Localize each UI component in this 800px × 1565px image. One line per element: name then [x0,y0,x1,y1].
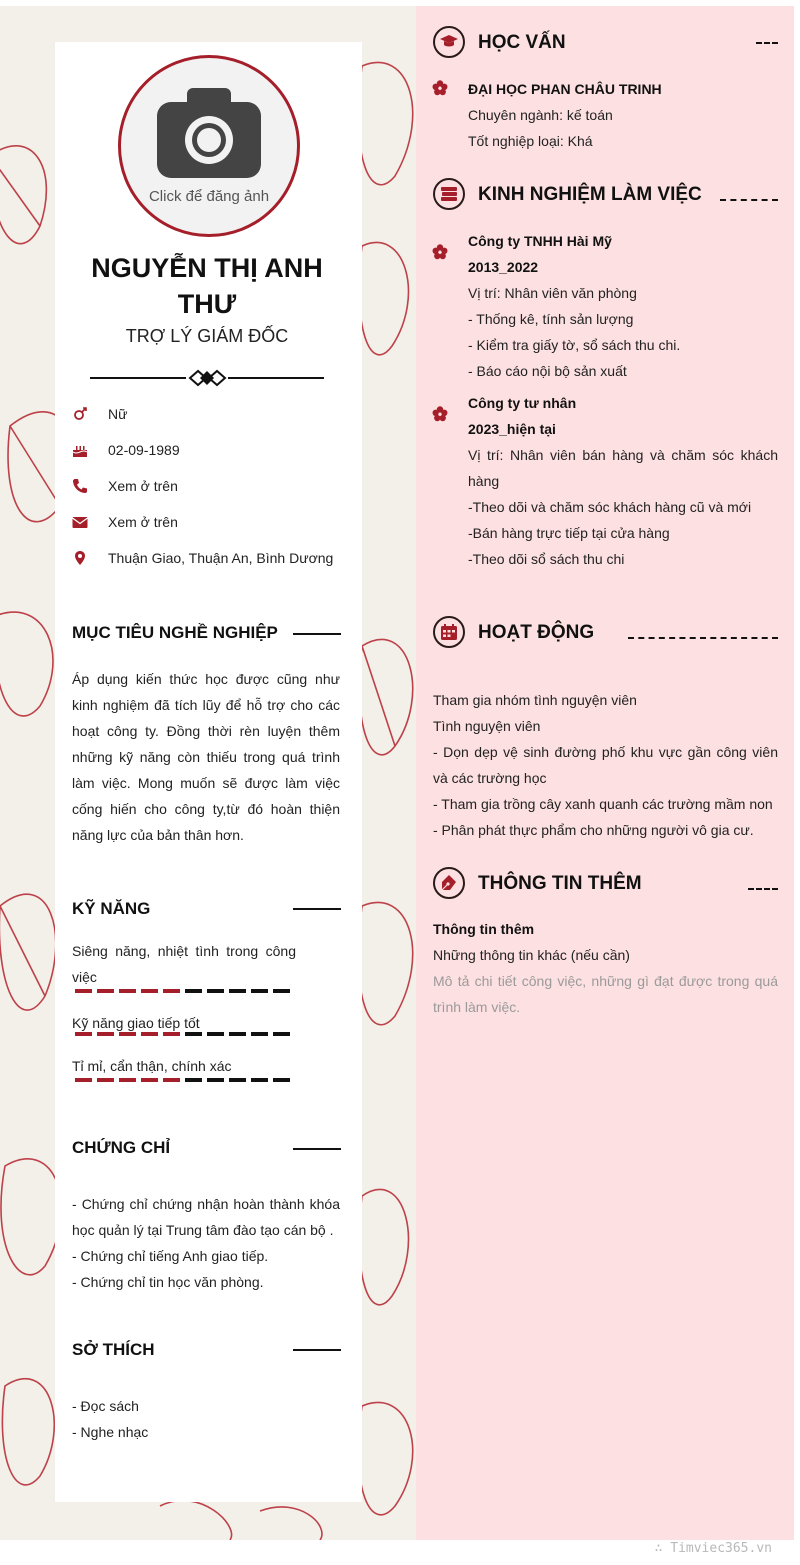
flower-bullet-icon [432,244,448,260]
education-entry [468,76,778,154]
envelope-icon [72,514,88,530]
skill-bar-segment [207,1032,224,1036]
objective-title-rule [293,633,341,635]
skill-bar-segment [97,1032,114,1036]
skill-bar-segment [119,989,136,993]
info-birthday-value: 02-09-1989 [108,442,180,458]
skill-bar-segment [185,1032,202,1036]
skill-bar-segment [251,1078,268,1082]
skill-bar-segment [97,989,114,993]
skill-bar-segment [251,989,268,993]
job-line: Vị trí: Nhân viên bán hàng và chăm sóc khách hàng [468,447,778,489]
job-line: Vị trí: Nhân viên văn phòng [468,285,637,301]
calendar-icon [440,623,458,641]
skill-bar-segment [273,1032,290,1036]
job-line: -Theo dõi sổ sách thu chi [468,551,625,567]
candidate-name: NGUYỄN THỊ ANH THƯ [91,253,323,319]
experience-title: KINH NGHIỆM LÀM VIỆC [478,184,702,205]
hobby-line: - Nghe nhạc [72,1424,149,1440]
skill-name-2: Kỹ năng giao tiếp tốt [72,1015,200,1031]
skill-name-3: Tỉ mỉ, cẩn thận, chính xác [72,1058,232,1074]
skill-bar-segment [229,989,246,993]
activity-line: - Phân phát thực phẩm cho những người vô gia cư. [433,822,754,838]
skill-bar-segment [185,1078,202,1082]
skill-bar-segment [119,1032,136,1036]
skill-bar-segment [75,989,92,993]
candidate-role: TRỢ LÝ GIÁM ĐỐC [125,326,289,346]
skill-bar-segment [251,1032,268,1036]
objective-text: Áp dụng kiến thức học được cũng như kinh nghiệm đã tích lũy để hỗ trợ cho các hoạt công ty. Đồng thời rèn luyện thêm những kỹ năng còn thiếu trong quá trình làm việc. Mong muốn sẽ được làm việc cống hiến cho công ty,từ đó hoàn thiện năng lực của bản thân hơn. [72,671,340,843]
camera-icon [157,88,261,178]
flower-bullet-icon [432,80,448,96]
certificate-line: - Chứng chỉ tin học văn phòng. [72,1274,264,1290]
certificates-text [72,1191,340,1295]
graduation-cap-icon [440,33,458,51]
gender-icon [72,406,88,422]
phone-icon [72,478,88,494]
activity-line: - Tham gia trồng cây xanh quanh các trường mầm non [433,796,773,812]
map-pin-icon [72,550,88,566]
hobbies-title: SỞ THÍCH [72,1340,155,1359]
objective-title: MỤC TIÊU NGHỀ NGHIỆP [72,623,278,642]
job-line: -Theo dõi và chăm sóc khách hàng cũ và mới [468,499,752,515]
skill-bar-segment [75,1032,92,1036]
job-period: 2023_hiện tại [468,421,556,437]
extra-heading: Thông tin thêm [433,921,535,937]
info-gender-value: Nữ [108,406,128,422]
activities-title: HOẠT ĐỘNG [478,622,595,643]
skill-bar-segment [273,1078,290,1082]
extra-text [433,916,778,1020]
pen-nib-icon [440,874,458,892]
skill-bar-segment [119,1078,136,1082]
experience-job-2 [468,390,778,572]
extra-line: Những thông tin khác (nếu cần) [433,947,630,963]
birthday-cake-icon [72,442,88,458]
extra-title-dash [748,888,778,890]
skill-bar-segment [185,989,202,993]
job-period: 2013_2022 [468,259,539,275]
education-title-dash [756,42,778,44]
extra-section-icon [433,867,465,899]
stack-of-books-icon [440,185,458,203]
job-line: -Bán hàng trực tiếp tại cửa hàng [468,525,670,541]
skill-bar-segment [141,1032,158,1036]
watermark: ∴ Timviec365.vn [654,1541,772,1556]
skill-name-1: Siêng năng, nhiệt tình trong công việc [72,943,296,985]
activities-title-dash [628,637,778,639]
certificates-title-rule [293,1148,341,1150]
info-address-value: Thuận Giao, Thuận An, Bình Dương [108,550,334,566]
extra-hint: Mô tả chi tiết công việc, những gì đạt được trong quá trình làm việc. [433,973,778,1015]
education-major: Chuyên ngành: kế toán [468,107,613,123]
skills-title: KỸ NĂNG [72,899,151,918]
activity-line: Tình nguyện viên [433,718,541,734]
extra-title: THÔNG TIN THÊM [478,873,642,894]
hobby-line: - Đọc sách [72,1398,139,1414]
skill-bar-segment [229,1032,246,1036]
skill-bar-segment [141,989,158,993]
job-line: - Kiểm tra giấy tờ, sổ sách thu chi. [468,337,681,353]
skill-bar-segment [207,989,224,993]
info-email-value: Xem ở trên [108,514,178,530]
skills-title-rule [293,908,341,910]
education-grade: Tốt nghiệp loại: Khá [468,133,593,149]
skill-bar-segment [163,1032,180,1036]
education-title: HỌC VẤN [478,32,566,53]
experience-section-icon [433,178,465,210]
job-company: Công ty tư nhân [468,395,577,411]
avatar-upload-label: Click để đăng ảnh [148,188,270,205]
experience-title-dash [720,199,778,201]
skill-bar-segment [229,1078,246,1082]
skill-bar-segment [207,1078,224,1082]
activities-text [433,687,778,843]
certificate-line: - Chứng chỉ tiếng Anh giao tiếp. [72,1248,269,1264]
hobbies-text [72,1393,340,1445]
flower-bullet-icon [432,406,448,422]
experience-job-1 [468,228,778,384]
certificates-title: CHỨNG CHỈ [72,1138,171,1157]
job-line: - Báo cáo nội bộ sản xuất [468,363,627,379]
hobbies-title-rule [293,1349,341,1351]
certificate-line: - Chứng chỉ chứng nhận hoàn thành khóa học quản lý tại Trung tâm đào tạo cán bộ . [72,1196,340,1238]
skill-bar-segment [97,1078,114,1082]
skill-bar-segment [75,1078,92,1082]
skill-bar-segment [163,989,180,993]
skill-bar-segment [141,1078,158,1082]
education-school: ĐẠI HỌC PHAN CHÂU TRINH [468,81,662,97]
skill-bar-segment [273,989,290,993]
cv-page [0,6,800,1540]
job-line: - Thống kê, tính sản lượng [468,311,634,327]
avatar-upload[interactable] [118,55,300,237]
ornament-divider-icon [90,368,324,388]
activity-line: - Dọn dẹp vệ sinh đường phố khu vực gần công viên và các trường học [433,744,778,786]
activities-section-icon [433,616,465,648]
skill-bar-segment [163,1078,180,1082]
info-phone-value: Xem ở trên [108,478,178,494]
activity-line: Tham gia nhóm tình nguyện viên [433,692,637,708]
education-section-icon [433,26,465,58]
job-company: Công ty TNHH Hài Mỹ [468,233,612,249]
